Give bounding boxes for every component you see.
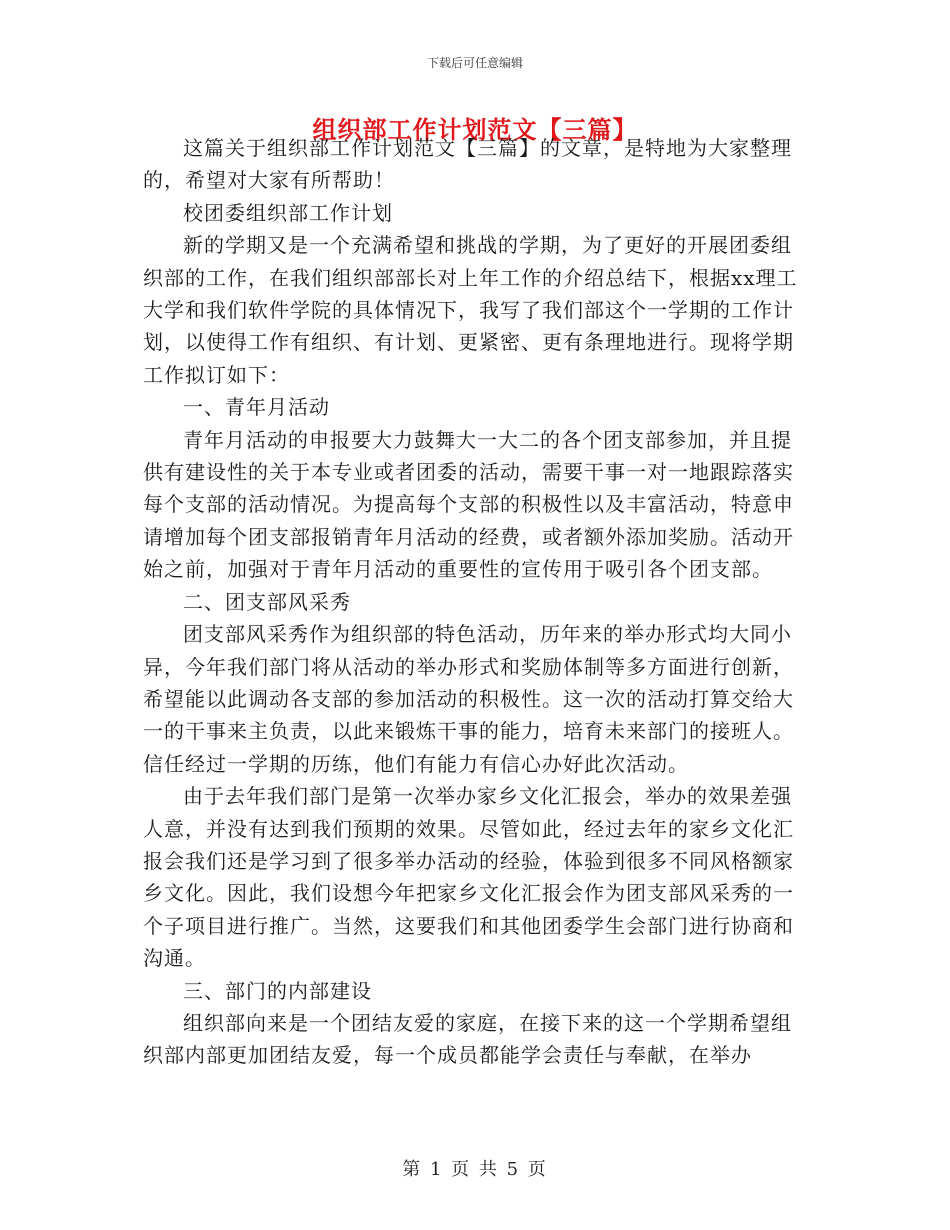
section-heading-youth-month: 一、青年月活动 (183, 395, 330, 420)
page-header-note: 下载后可任意编辑 (426, 56, 523, 70)
section-heading-plan: 校团委组织部工作计划 (183, 200, 393, 225)
intro-paragraph: 这篇关于组织部工作计划范文【三篇】的文章，是特地为大家整理的，希望对大家有所帮助！ (143, 136, 792, 193)
body-paragraph: 青年月活动的申报要大力鼓舞大一大二的各个团支部参加，并且提供有建设性的关于本专业或者团委的活动，需要干事一对一地跟踪落实每个支部的活动情况。为提高每个支部的积极性以及丰富活动，特意申请增加每个团支部报销青年月活动的经费，或者额外添加奖励。活动开始之前，加强对于青年月活动的重要性的宣传用于吸引各个团支部。 (143, 427, 794, 582)
document-body (143, 132, 807, 1072)
body-paragraph: 由于去年我们部门是第一次举办家乡文化汇报会，举办的效果差强人意，并没有达到我们预期的效果。尽管如此，经过去年的家乡文化汇报会我们还是学习到了很多举办活动的经验，体验到很多不同风格额家乡文化。因此，我们设想今年把家乡文化汇报会作为团支部风采秀的一个子项目进行推广。当然，这要我们和其他团委学生会部门进行协商和沟通。 (143, 784, 794, 971)
page-footer: 第 1 页 共 5 页 (402, 1159, 548, 1180)
section-heading-branch-show: 二、团支部风采秀 (183, 589, 351, 614)
body-paragraph: 新的学期又是一个充满希望和挑战的学期，为了更好的开展团委组织部的工作，在我们组织部部长对上年工作的介绍总结下，根据xx理工大学和我们软件学院的具体情况下，我写了我们部这个一学期的工作计划，以使得工作有组织、有计划、更紧密、更有条理地进行。现将学期工作拟订如下： (143, 233, 798, 387)
body-paragraph: 组织部向来是一个团结友爱的家庭，在接下来的这一个学期希望组织部内部更加团结友爱，每一个成员都能学会责任与奉献，在举办 (143, 1010, 792, 1068)
document-title: 组织部工作计划范文【三篇】 (312, 115, 638, 144)
section-heading-internal: 三、部门的内部建设 (183, 978, 372, 1003)
body-paragraph: 团支部风采秀作为组织部的特色活动，历年来的举办形式均大同小异，今年我们部门将从活动的举办形式和奖励体制等多方面进行创新，希望能以此调动各支部的参加活动的积极性。这一次的活动打算交给大一的干事来主负责，以此来锻炼干事的能力，培育未来部门的接班人。信任经过一学期的历练，他们有能力有信心办好此次活动。 (143, 622, 794, 776)
